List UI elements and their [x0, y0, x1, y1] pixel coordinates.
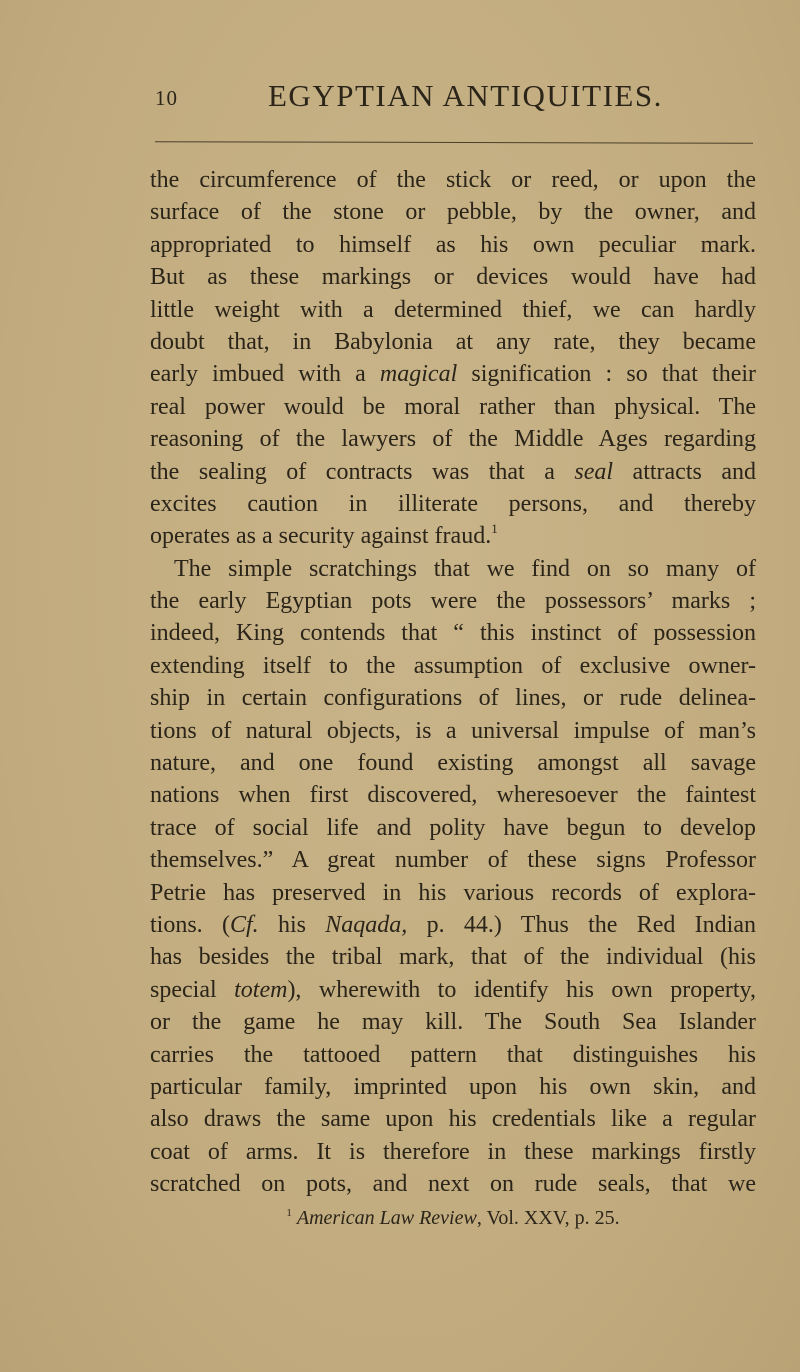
italic-text: Cf. [229, 911, 259, 938]
footnote [150, 1207, 756, 1230]
text-line [150, 585, 756, 617]
text-segment: coat of arms. It is therefore in these markings firstly [150, 1138, 756, 1165]
text-line [150, 1103, 756, 1135]
text-segment: ), wherewith to identify his own property, [287, 976, 756, 1003]
text-segment: doubt that, in Babylonia at any rate, they became [150, 328, 756, 355]
text-line [150, 1071, 756, 1103]
text-segment: appropriated to himself as his own peculiar mark. [150, 231, 756, 258]
text-line [150, 553, 756, 585]
text-line [150, 456, 756, 488]
text-line [150, 715, 756, 747]
text-segment: the circumference of the stick or reed, or upon the [150, 167, 756, 193]
text-line [150, 617, 756, 649]
text-line [150, 941, 756, 973]
text-segment: early imbued with a [150, 361, 380, 388]
text-line [150, 650, 756, 682]
text-segment: But as these markings or devices would have had [150, 264, 756, 291]
text-segment: indeed, King contends that “ this instinct of possession [150, 620, 756, 647]
italic-text: totem [234, 976, 288, 1003]
italic-text: magical [379, 361, 458, 388]
text-line [150, 747, 756, 779]
text-segment: signification : so that their [457, 361, 757, 388]
italic-text: Naqada, [325, 911, 408, 938]
text-line [150, 1039, 756, 1071]
text-line [150, 196, 756, 228]
text-line [150, 974, 756, 1006]
text-segment: The simple scratchings that we find on so many of [174, 555, 756, 582]
text-segment: also draws the same upon his credentials like a regular [150, 1106, 756, 1133]
text-segment: little weight with a determined thief, we can hardly [150, 296, 756, 323]
text-segment: themselves.” A great number of these signs Professor [150, 847, 756, 874]
text-line [150, 877, 756, 909]
text-line [150, 844, 756, 876]
text-line [150, 812, 756, 844]
text-line [150, 294, 756, 326]
text-line [150, 261, 756, 293]
text-segment: surface of the stone or pebble, by the owner, and [150, 199, 756, 226]
text-segment: operates as a security against fraud. [150, 523, 492, 550]
text-segment: ship in certain configurations of lines, or rude delinea- [150, 685, 756, 712]
text-segment: or the game he may kill. The South Sea Islander [150, 1009, 756, 1036]
text-segment: carries the tattooed pattern that distinguishes his [150, 1041, 756, 1068]
text-segment: has besides the tribal mark, that of the individual (his [150, 944, 756, 971]
italic-text: seal [574, 458, 614, 485]
text-segment: tions. ( [150, 911, 230, 938]
text-segment: reasoning of the lawyers of the Middle Ages regarding [150, 426, 756, 453]
text-line [150, 391, 756, 423]
header-rule [155, 141, 753, 144]
text-segment: the sealing of contracts was that a [150, 458, 575, 485]
text-line [150, 1168, 756, 1200]
text-segment: p. 44.) Thus the Red Indian [407, 911, 756, 938]
text-line [150, 164, 756, 196]
text-segment: attracts and [613, 458, 756, 485]
text-line [150, 423, 756, 455]
text-segment: particular family, imprinted upon his own skin, and [150, 1073, 756, 1100]
text-line [150, 682, 756, 714]
text-line [150, 909, 756, 941]
text-segment: trace of social life and polity have begun to develop [150, 814, 756, 841]
text-segment: real power would be moral rather than physical. The [150, 393, 756, 420]
running-title: EGYPTIAN ANTIQUITIES. [268, 78, 663, 113]
text-segment: nations when first discovered, wheresoever the faintest [150, 782, 756, 809]
text-segment: his [258, 911, 326, 938]
text-line [150, 358, 756, 390]
text-line [150, 229, 756, 261]
text-line [150, 520, 756, 552]
footnote-reference: 1 [491, 521, 498, 537]
text-segment: scratched on pots, and next on rude seals, that we [150, 1171, 756, 1198]
text-segment: excites caution in illiterate persons, and thereby [150, 490, 756, 517]
text-segment: tions of natural objects, is a universal impulse of man’s [150, 717, 756, 744]
body-text [150, 164, 756, 1201]
footnote-rest: , Vol. XXV, p. 25. [476, 1207, 620, 1229]
footnote-title: American Law Review [296, 1207, 477, 1229]
text-line [150, 488, 756, 520]
text-line [150, 779, 756, 811]
text-segment: Petrie has preserved in his various records of explora- [150, 879, 756, 906]
text-line [150, 1136, 756, 1168]
text-line [150, 1006, 756, 1038]
page-number: 10 [155, 86, 178, 110]
text-segment: the early Egyptian pots were the possessors’ marks ; [150, 588, 756, 615]
text-line [150, 326, 756, 358]
text-segment: nature, and one found existing amongst all savage [150, 750, 756, 777]
text-segment: extending itself to the assumption of exclusive owner- [150, 652, 756, 679]
footnote-marker: 1 [286, 1207, 292, 1219]
text-segment: special [150, 976, 235, 1003]
